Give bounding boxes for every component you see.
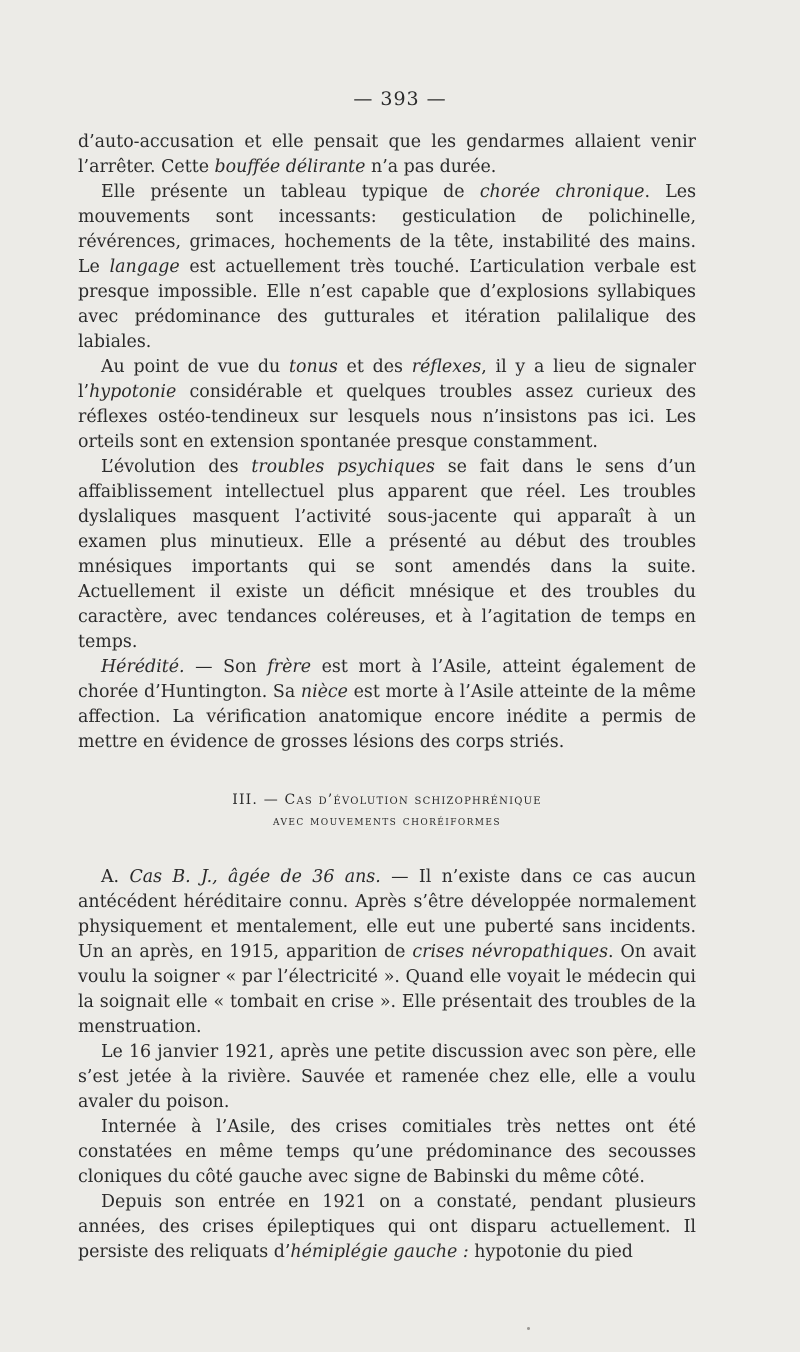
- text-run: hypotonie du pied: [468, 1242, 633, 1262]
- italic-run: réflexes: [411, 357, 482, 377]
- paragraph: [78, 865, 696, 1040]
- text-run: L’évolution des: [101, 457, 252, 477]
- section-heading-line-1: III. — Cas d’évolution schizophrénique: [232, 792, 542, 808]
- text-run: Internée à l’Asile, des crises comitiales très nettes ont été constatées en même temps qu’une prédominance des secousses cloniques du côté gauche avec signe de Babinski du même côté.: [78, 1117, 696, 1187]
- paragraph: [78, 655, 696, 755]
- text-run: . On avait voulu la soigner « par l’électricité ». Quand elle voyait le médecin qui la soignait elle « tombait en crise ». Elle présentait des troubles de la menstruation.: [78, 942, 697, 1037]
- text-run: considérable et quelques troubles assez curieux des réflexes ostéo-tendineux sur lesquels nous n’insistons pas ici. Les orteils sont en extension spontanée presque constamment.: [78, 382, 696, 452]
- page-number: — 393 —: [353, 88, 447, 110]
- paragraph: [78, 1115, 696, 1190]
- paragraph: [78, 455, 696, 655]
- text-run: — Il n’existe dans ce cas aucun antécédent héréditaire connu. Après s’être développée normalement physiquement et mentalement, elle eut une puberté sans incidents. Un an après, en 1915, apparition de: [78, 867, 696, 962]
- text-run: est actuellement très touché. L’articulation verbale est presque impossible. Elle n’est capable que d’explosions syllabiques avec prédominance des gutturales et itération palilalique des labiales.: [78, 257, 696, 352]
- text-run: Depuis son entrée en 1921 on a constaté, pendant plusieurs années, des crises épileptiques qui ont disparu actuellement. Il persiste des reliquats d’: [78, 1192, 696, 1262]
- text-run: Le 16 janvier 1921, après une petite discussion avec son père, elle s’est jetée à la rivière. Sauvée et ramenée chez elle, elle a voulu avaler du poison.: [78, 1042, 696, 1112]
- text-run: Au point de vue du: [101, 357, 289, 377]
- italic-run: Cas B. J., âgée de 36 ans.: [129, 867, 381, 887]
- text-run: A.: [101, 867, 130, 887]
- italic-run: tonus: [288, 357, 338, 377]
- text-run: n’a pas durée.: [365, 157, 497, 177]
- text-run: — Son: [184, 657, 268, 677]
- section-heading: [78, 789, 696, 833]
- paragraph: [78, 180, 696, 355]
- text-run: est mort à l’Asile, atteint également de chorée d’Huntington. Sa: [78, 657, 696, 702]
- italic-run: hémiplégie gauche :: [290, 1242, 469, 1262]
- paper-speck: [527, 1327, 530, 1330]
- italic-run: chorée chronique: [479, 182, 645, 202]
- paragraph: [78, 1190, 696, 1265]
- italic-run: bouffée délirante: [214, 157, 366, 177]
- text-run: se fait dans le sens d’un affaiblissement intellectuel plus apparent que réel. Les troubles dyslaliques masquent l’activité sous-jacente qui apparaît à un examen plus minutieux. Elle a présenté au début des troubles mnésiques importants qui se sont amendés dans la suite. Actuellement il existe un déficit mnésique et des troubles du caractère, avec tendances coléreuses, et à l’agitation de temps en temps.: [78, 457, 697, 652]
- italic-run: crises névropathiques: [412, 942, 609, 962]
- text-run: Elle présente un tableau typique de: [101, 182, 480, 202]
- italic-run: nièce: [300, 682, 348, 702]
- paragraph: [78, 130, 696, 180]
- section-heading-line-2: avec mouvements choréiformes: [273, 814, 501, 829]
- body-text: [78, 130, 696, 1265]
- paragraph: [78, 355, 696, 455]
- text-run: et des: [337, 357, 412, 377]
- text-run: d’auto-accusation et elle pensait que les gendarmes allaient venir l’arrêter. Cette: [78, 132, 696, 177]
- text-run: , il y a lieu de signaler l’: [78, 357, 696, 402]
- text-run: . Les mouvements sont incessants: gesticulation de polichinelle, révérences, grimaces, hochements de la tête, instabilité des mains. Le: [78, 182, 696, 277]
- italic-run: troubles psychiques: [251, 457, 435, 477]
- italic-run: hypotonie: [89, 382, 177, 402]
- italic-run: langage: [109, 257, 180, 277]
- italic-run: frère: [267, 657, 312, 677]
- italic-run: Hérédité.: [101, 657, 185, 677]
- text-run: est morte à l’Asile atteinte de la même affection. La vérification anatomique encore inédite a permis de mettre en évidence de grosses lésions des corps striés.: [78, 682, 696, 752]
- paragraph: [78, 1040, 696, 1115]
